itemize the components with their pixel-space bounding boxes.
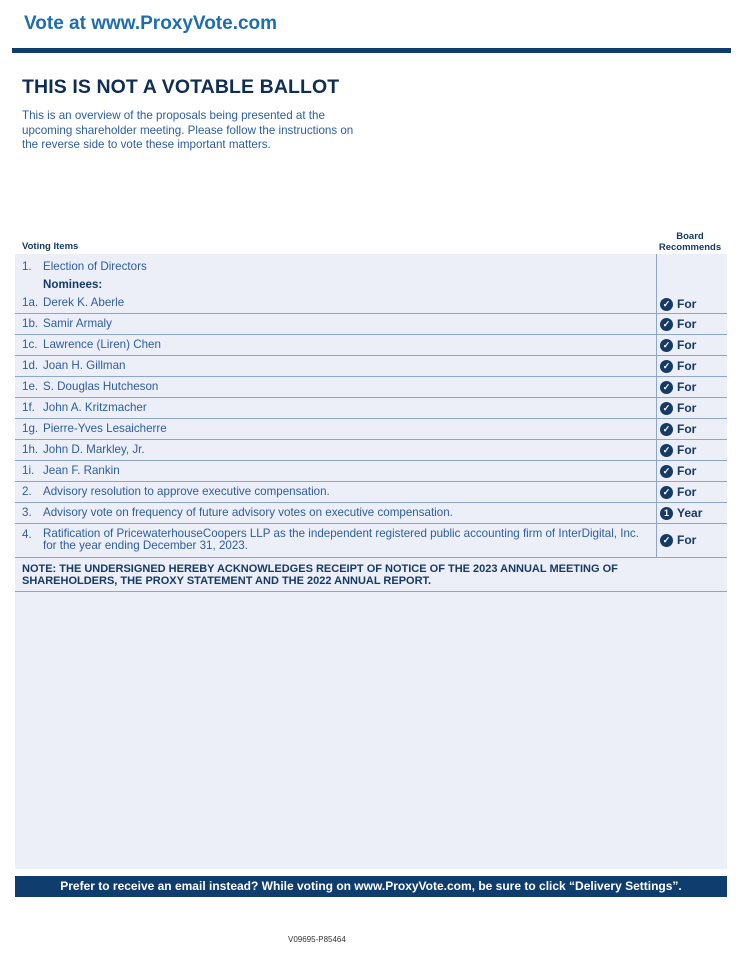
table-row xyxy=(15,503,727,524)
check-icon: ✓ xyxy=(660,402,673,415)
item-text: Lawrence (Liren) Chen xyxy=(43,338,161,351)
item-text: Advisory resolution to approve executive compensation. xyxy=(43,485,330,498)
item-number: 2. xyxy=(22,485,32,498)
recommend-cell xyxy=(656,294,727,313)
header-rule xyxy=(12,48,731,53)
table-row xyxy=(15,377,727,398)
table-row xyxy=(15,356,727,377)
note-text: NOTE: THE UNDERSIGNED HEREBY ACKNOWLEDGES RECEIPT OF NOTICE OF THE 2023 ANNUAL MEETING OF SHAREHOLDERS, THE PROXY STATEMENT AND THE 2022 ANNUAL REPORT. xyxy=(22,563,618,587)
item-text: Election of Directors xyxy=(43,260,147,273)
item-number: 1b. xyxy=(22,317,39,330)
board-recommends-header xyxy=(652,231,728,253)
item-text: John D. Markley, Jr. xyxy=(43,443,145,456)
document-code: V09695-P85464 xyxy=(288,935,346,944)
item-number: 3. xyxy=(22,506,32,519)
recommend-cell xyxy=(656,482,727,502)
table-row xyxy=(15,314,727,335)
recommendation: For xyxy=(677,401,697,415)
recommend-cell xyxy=(656,503,727,523)
recommendation: For xyxy=(677,422,697,436)
table-row xyxy=(15,440,727,461)
recommendation: For xyxy=(677,485,697,499)
item-number: 1a. xyxy=(22,296,39,309)
check-icon: ✓ xyxy=(660,360,673,373)
recommend-cell xyxy=(656,335,727,355)
item-number: 1f. xyxy=(22,401,35,414)
item-text: Pierre-Yves Lesaicherre xyxy=(43,422,167,435)
recommendation: Year xyxy=(677,506,703,520)
recommend-cell xyxy=(656,356,727,376)
table-row xyxy=(15,398,727,419)
item-text: Jean F. Rankin xyxy=(43,464,120,477)
table-row xyxy=(15,482,727,503)
item-number: 4. xyxy=(22,528,32,541)
item-number: 1d. xyxy=(22,359,39,372)
item-text: Advisory vote on frequency of future advisory votes on executive compensation. xyxy=(43,506,453,519)
item-text: Derek K. Aberle xyxy=(43,296,125,309)
recommend-cell xyxy=(656,524,727,557)
check-icon: ✓ xyxy=(660,381,673,394)
voting-items-table xyxy=(15,254,727,592)
check-icon: ✓ xyxy=(660,534,673,547)
recommend-cell xyxy=(656,314,727,334)
item-number: 1e. xyxy=(22,380,39,393)
nominees-label: Nominees: xyxy=(43,278,103,291)
check-icon: ✓ xyxy=(660,298,673,311)
recommendation: For xyxy=(677,533,697,547)
check-icon: ✓ xyxy=(660,444,673,457)
recommendation: For xyxy=(677,338,697,352)
item-number: 1c. xyxy=(22,338,38,351)
item-text: Samir Armaly xyxy=(43,317,112,330)
table-row xyxy=(15,294,727,314)
recommendation: For xyxy=(677,359,697,373)
proxyvote-link[interactable]: Vote at www.ProxyVote.com xyxy=(24,13,278,34)
recommend-cell xyxy=(656,419,727,439)
item-text: Joan H. Gillman xyxy=(43,359,126,372)
recommendation: For xyxy=(677,443,697,457)
recommend-cell xyxy=(656,461,727,481)
table-row xyxy=(15,335,727,356)
delivery-settings-banner: Prefer to receive an email instead? While voting on www.ProxyVote.com, be sure to click “Delivery Settings”. xyxy=(15,876,727,897)
recommendation: For xyxy=(677,317,697,331)
item-number: 1g. xyxy=(22,422,39,435)
election-header-row xyxy=(15,254,727,294)
item-number: 1i. xyxy=(22,464,35,477)
page-title: THIS IS NOT A VOTABLE BALLOT xyxy=(22,76,340,98)
recommendation: For xyxy=(677,297,697,311)
recommend-cell xyxy=(656,398,727,418)
item-text: S. Douglas Hutcheson xyxy=(43,380,159,393)
check-icon: ✓ xyxy=(660,465,673,478)
table-row xyxy=(15,461,727,482)
number-one-icon: 1 xyxy=(660,507,673,520)
check-icon: ✓ xyxy=(660,339,673,352)
recommendation: For xyxy=(677,464,697,478)
item-number: 1h. xyxy=(22,443,39,456)
acknowledgement-note xyxy=(15,558,727,592)
check-icon: ✓ xyxy=(660,423,673,436)
recommend-cell xyxy=(656,377,727,397)
board-header-line2: Recommends xyxy=(658,242,722,253)
check-icon: ✓ xyxy=(660,318,673,331)
table-row xyxy=(15,419,727,440)
table-row xyxy=(15,524,727,558)
intro-text: This is an overview of the proposals being presented at the upcoming shareholder meeting. Please follow the instructions on the reverse side to vote these important matters. xyxy=(22,109,354,151)
board-header-line1: Board xyxy=(676,231,704,242)
item-number: 1. xyxy=(22,260,32,273)
voting-items-header: Voting Items xyxy=(22,241,79,252)
recommend-cell xyxy=(656,254,727,294)
recommendation: For xyxy=(677,380,697,394)
recommend-cell xyxy=(656,440,727,460)
item-text: John A. Kritzmacher xyxy=(43,401,147,414)
check-icon: ✓ xyxy=(660,486,673,499)
item-text: Ratification of PricewaterhouseCoopers LLP as the independent registered public accounting firm of InterDigital, Inc. for the year ending December 31, 2023. xyxy=(43,527,639,552)
